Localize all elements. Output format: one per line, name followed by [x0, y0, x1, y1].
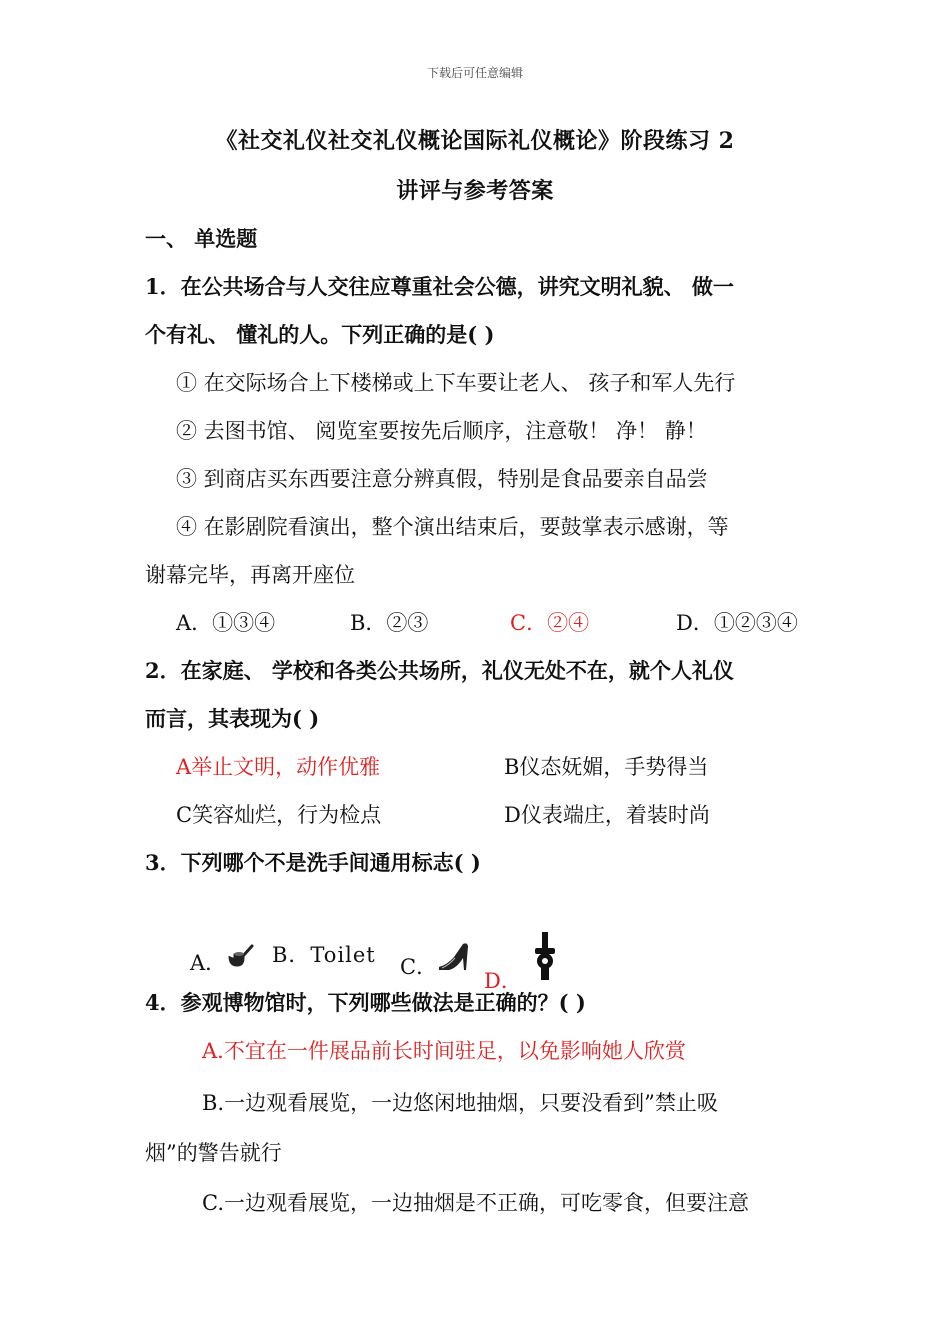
document-subtitle: 讲评与参考答案 — [396, 178, 554, 204]
q1-item-4-line1: ④ 在影剧院看演出，整个演出结束后，要鼓掌表示感谢，等 — [176, 515, 729, 539]
q1-item-4-line2: 谢幕完毕，再离开座位 — [145, 563, 355, 587]
q3-option-b: B．Toilet — [272, 943, 376, 967]
q1-stem-line2: 个有礼、 懂礼的人。下列正确的是( ) — [145, 322, 495, 347]
q2-option-b: B仪态妩媚，手势得当 — [504, 755, 709, 779]
q2-stem-line2: 而言，其表现为( ) — [145, 706, 320, 731]
q4-option-c-line1: C.一边观看展览，一边抽烟是不正确，可吃零食，但要注意 — [202, 1191, 749, 1215]
tie-figure-icon — [530, 932, 560, 988]
q4-stem: 4．参观博物馆时，下列哪些做法是正确的？( ) — [145, 990, 586, 1015]
q1-stem-line1: 1．在公共场合与人交往应尊重社会公德，讲究文明礼貌、 做一 — [145, 274, 734, 299]
document-title: 《社交礼仪社交礼仪概论国际礼仪概论》阶段练习 2 — [215, 128, 735, 154]
q1-option-d: D．①②③④ — [676, 611, 798, 635]
q4-option-b-line1: B.一边观看展览，一边悠闲地抽烟，只要没看到”禁止吸 — [202, 1091, 718, 1115]
q3-option-a-label: A． — [190, 951, 227, 975]
q2-option-d: D仪表端庄，着装时尚 — [504, 803, 710, 827]
q4-option-b-line2: 烟”的警告就行 — [145, 1141, 282, 1165]
pipe-icon — [226, 940, 254, 978]
q1-item-1: ① 在交际场合上下楼梯或上下车要让老人、 孩子和军人先行 — [176, 371, 736, 395]
q3-stem: 3．下列哪个不是洗手间通用标志( ) — [145, 850, 481, 875]
q1-option-b: B．②③ — [350, 611, 429, 635]
q3-option-c-label: C． — [400, 955, 438, 979]
q1-item-3: ③ 到商店买东西要注意分辨真假，特别是食品要亲自品尝 — [176, 467, 708, 491]
high-heel-icon — [437, 940, 471, 982]
q3-option-a — [190, 940, 254, 978]
q4-option-a-answer: A.不宜在一件展品前长时间驻足，以免影响她人欣赏 — [202, 1039, 686, 1063]
q1-option-c-answer: C．②④ — [510, 611, 590, 635]
q2-option-a-answer: A举止文明，动作优雅 — [176, 755, 381, 779]
header-note: 下载后可任意编辑 — [426, 66, 523, 80]
q3-option-d-label: D． — [484, 969, 522, 993]
q3-option-c — [400, 940, 471, 982]
q2-option-c: C笑容灿烂，行为检点 — [176, 803, 382, 827]
q1-option-a: A．①③④ — [176, 611, 276, 635]
q2-stem-line1: 2．在家庭、 学校和各类公共场所，礼仪无处不在，就个人礼仪 — [145, 658, 734, 683]
section-heading: 一、 单选题 — [145, 226, 258, 251]
q1-item-2: ② 去图书馆、 阅览室要按先后顺序，注意敬！ 净！ 静！ — [176, 419, 707, 443]
